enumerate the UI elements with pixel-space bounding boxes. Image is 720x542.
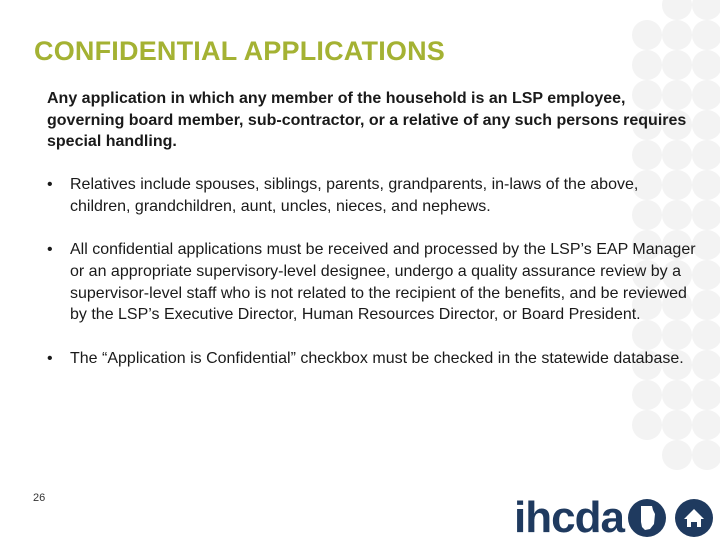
decorative-dot <box>692 440 720 470</box>
logo-icons <box>626 496 718 540</box>
decorative-dot <box>692 20 720 50</box>
bullet-list <box>47 174 697 391</box>
decorative-dot <box>662 440 692 470</box>
decorative-dot <box>632 410 662 440</box>
intro-paragraph: Any application in which any member of the household is an LSP employee, governing board member, sub-contractor, or a relative of any such persons requires special handling. <box>47 90 687 150</box>
decorative-dot <box>662 20 692 50</box>
bullet-mark: • <box>47 241 53 259</box>
bullet-text: Relatives include spouses, siblings, parents, grandparents, in-laws of the above, children, grandchildren, aunt, uncles, nieces, and nephews. <box>70 176 639 215</box>
decorative-dot <box>692 410 720 440</box>
slide-title: CONFIDENTIAL APPLICATIONS <box>34 36 446 66</box>
bullet-item <box>47 348 697 370</box>
decorative-dot <box>692 110 720 140</box>
ihcda-logo <box>514 494 718 542</box>
bullet-item <box>47 174 697 218</box>
decorative-dot <box>632 50 662 80</box>
decorative-dot <box>662 50 692 80</box>
decorative-dot <box>692 50 720 80</box>
decorative-dot <box>662 410 692 440</box>
house-icon <box>675 499 713 537</box>
bullet-item <box>47 239 697 326</box>
decorative-dot <box>692 80 720 110</box>
decorative-dot <box>692 0 720 20</box>
decorative-dot <box>662 0 692 20</box>
decorative-dot <box>632 20 662 50</box>
bullet-text: All confidential applications must be received and processed by the LSP’s EAP Manager or an appropriate supervisory-level designee, undergo a quality assurance review by a supervisor-level staff who is not related to the recipient of the benefits, and be reviewed by the LSP’s Executive Director, Human Resources Director, or Board President. <box>70 241 696 324</box>
bullet-mark: • <box>47 176 53 193</box>
page-number: 26 <box>33 492 46 504</box>
indiana-state-icon <box>628 499 666 537</box>
decorative-dot <box>692 140 720 170</box>
bullet-mark: • <box>47 349 53 367</box>
bullet-text: The “Application is Confidential” checkbox must be checked in the statewide database. <box>70 349 684 367</box>
logo-text: ihcda <box>514 493 624 542</box>
